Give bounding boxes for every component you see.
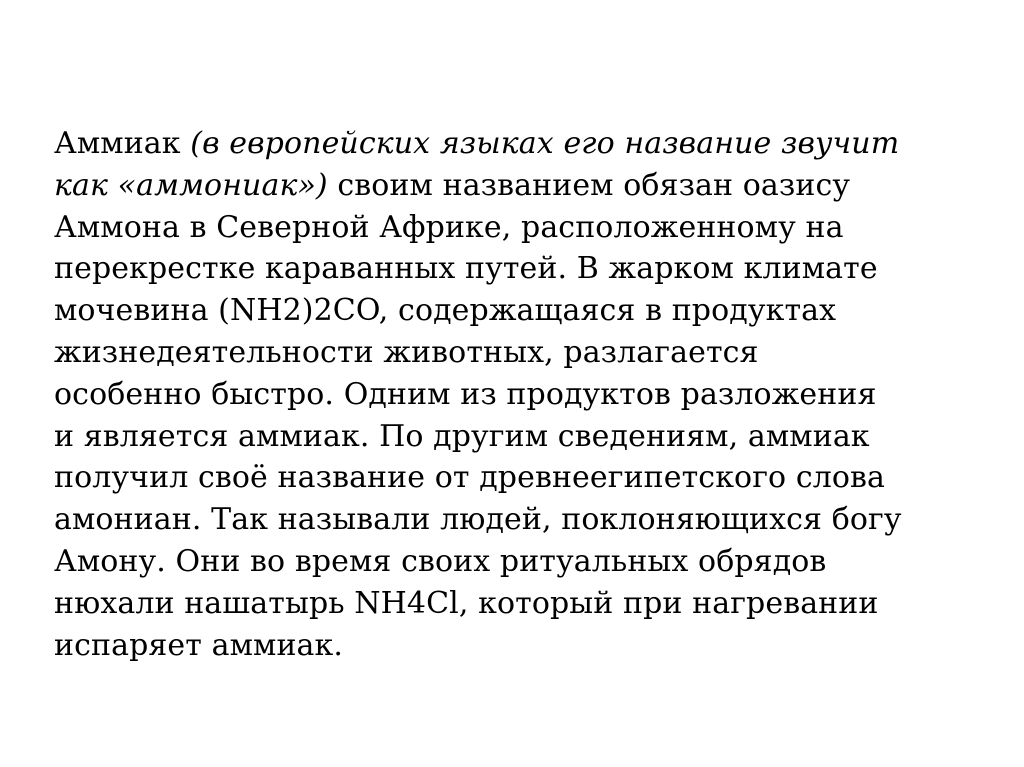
text-run: мочевина (NH2)2CO, содержащаяся в продуктах [54, 293, 837, 329]
text-line-8 [54, 416, 994, 458]
text-line-6 [54, 332, 994, 374]
text-line-10 [54, 499, 994, 541]
text-run: испаряет аммиак. [54, 627, 344, 663]
text-line-9 [54, 457, 994, 499]
text-run: перекрестке караванных путей. В жарком климате [54, 251, 878, 287]
text-line-5 [54, 290, 994, 332]
italic-text-run: (в европейских языках его название звучит [190, 126, 900, 161]
text-line-11 [54, 541, 994, 583]
text-line-1 [54, 123, 994, 165]
text-line-2 [54, 165, 994, 207]
text-line-7 [54, 374, 994, 416]
text-run: Амону. Они во время своих ритуальных обрядов [54, 543, 827, 579]
body-text [54, 123, 994, 666]
text-run: Аммона в Северной Африке, расположенному на [54, 209, 844, 245]
text-run: получил своё название от древнеегипетского слова [54, 460, 886, 496]
text-run: и является аммиак. По другим сведениям, аммиак [54, 418, 870, 454]
text-line-4 [54, 248, 994, 290]
text-run: жизнедеятельности животных, разлагается [54, 334, 759, 370]
text-run: Аммиак [54, 126, 191, 161]
text-line-12 [54, 583, 994, 625]
text-line-13 [54, 625, 994, 667]
text-run: особенно быстро. Одним из продуктов разложения [54, 376, 877, 412]
text-run: нюхали нашатырь NH4Cl, который при нагревании [54, 585, 879, 621]
text-run: своим названием обязан оазису [327, 167, 851, 203]
italic-text-run: как «аммониак») [54, 167, 328, 203]
text-line-3 [54, 207, 994, 249]
text-run: амониан. Так называли людей, поклоняющихся богу [54, 502, 902, 538]
